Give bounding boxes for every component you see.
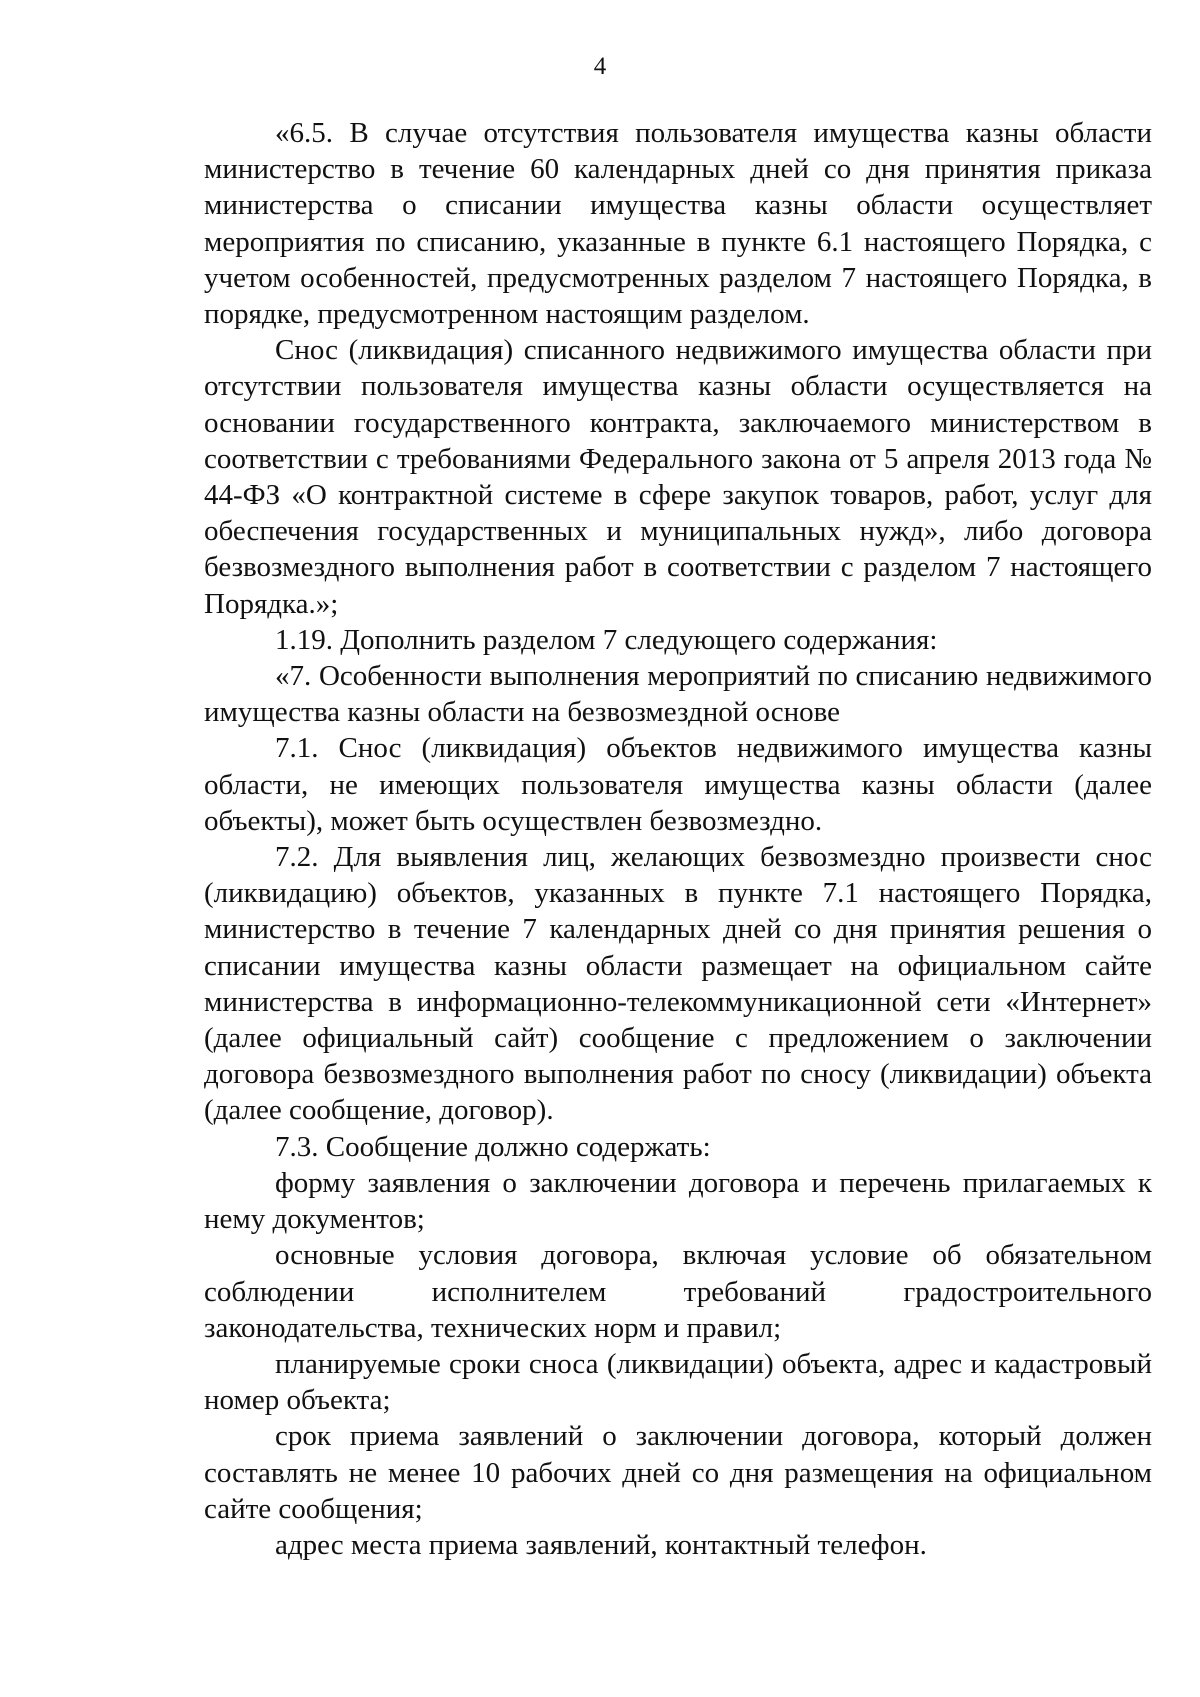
list-item-application-deadline: срок приема заявлений о заключении договора, который должен составлять не менее 10 рабочих дней со дня размещения на официальном сайте сообщения; [204, 1420, 1152, 1525]
page-number: 4 [593, 53, 607, 80]
document-body [204, 115, 1152, 1563]
list-item-planned-dates: планируемые сроки сноса (ликвидации) объекта, адрес и кадастровый номер объекта; [204, 1347, 1152, 1417]
paragraph-7-3: 7.3. Сообщение должно содержать: [275, 1130, 711, 1163]
paragraph-7-1: 7.1. Снос (ликвидация) объектов недвижимого имущества казны области, не имеющих пользователя имущества казны области (далее объекты), может быть осуществлен безвозмездно. [204, 732, 1152, 837]
paragraph-1-19: 1.19. Дополнить разделом 7 следующего содержания: [275, 623, 938, 656]
list-item-application-form: форму заявления о заключении договора и перечень прилагаемых к нему документов; [204, 1166, 1152, 1236]
paragraph-6-5: «6.5. В случае отсутствия пользователя имущества казны области министерство в течение 60 календарных дней со дня принятия приказа министерства о списании имущества казны области осуществляет мероприятия по списанию, указанные в пункте 6.1 настоящего Порядка, с учетом особенностей, предусмотренных разделом 7 настоящего Порядка, в порядке, предусмотренном настоящим разделом. [204, 117, 1152, 331]
list-item-address-contact: адрес места приема заявлений, контактный телефон. [275, 1528, 927, 1561]
paragraph-7-2: 7.2. Для выявления лиц, желающих безвозмездно произвести снос (ликвидацию) объектов, указанных в пункте 7.1 настоящего Порядка, министерство в течение 7 календарных дней со дня принятия решения о списании имущества казны области размещает на официальном сайте министерства в информационно-телекоммуникационной сети «Интернет» (далее официальный сайт) сообщение с предложением о заключении договора безвозмездного выполнения работ по сносу (ликвидации) объекта (далее сообщение, договор). [204, 841, 1152, 1127]
list-item-contract-terms: основные условия договора, включая условие об обязательном соблюдении исполнителем требований градостроительного законодательства, технических норм и правил; [204, 1239, 1152, 1344]
paragraph-demolition: Снос (ликвидация) списанного недвижимого имущества области при отсутствии пользователя имущества казны области осуществляется на основании государственного контракта, заключаемого министерством в соответствии с требованиями Федерального закона от 5 апреля 2013 года № 44-ФЗ «О контрактной системе в сфере закупок товаров, работ, услуг для обеспечения государственных и муниципальных нужд», либо договора безвозмездного выполнения работ в соответствии с разделом 7 настоящего Порядка.»; [204, 334, 1152, 620]
section-7-heading: «7. Особенности выполнения мероприятий по списанию недвижимого имущества казны области на безвозмездной основе [204, 660, 1152, 729]
